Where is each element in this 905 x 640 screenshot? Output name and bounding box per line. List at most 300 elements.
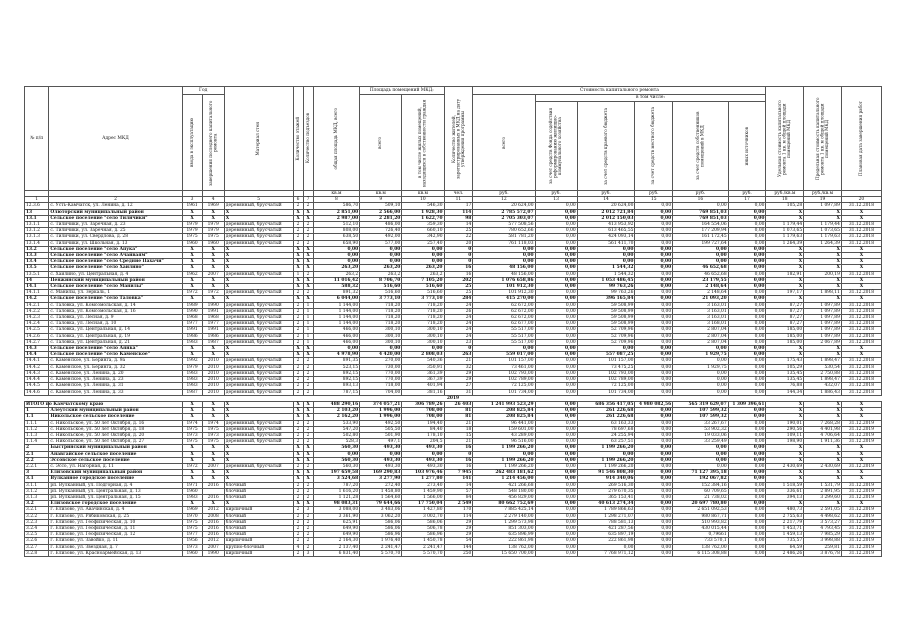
table-cell: 493,30 [360,445,402,451]
table-cell: 0,00 [535,439,577,445]
table-cell: 548 180,00 [473,488,535,494]
col-area-total-header: всего [360,95,402,191]
table-cell: X [766,414,804,420]
table-cell: 1 898,47 [804,358,842,364]
table-cell: 0,00 [313,346,360,352]
table-cell: 0,00 [360,246,402,252]
table-cell: 185,00 [766,327,804,333]
table-cell: X [202,470,224,476]
table-cell: X [841,451,881,457]
table-cell: 263,2 [360,271,402,277]
table-cell: 91 546 808,30 [577,470,635,476]
table-cell: 0,00 [635,488,673,494]
table-cell: 0,00 [535,364,577,370]
table-cell: 2 [293,532,303,538]
table-cell: X [804,215,842,221]
table-cell: 1 898,47 [804,377,842,383]
table-cell: 7 885 425,14 [473,507,535,513]
table-cell: 3 062,20 [360,513,402,519]
table-cell: 20 [444,240,473,246]
table-cell: 52 709,96 [577,339,635,345]
table-cell: 53 902,32 [673,426,729,432]
table-cell: рп. Вулканный, ул. Центральная, д. 15 [49,494,182,500]
table-cell: 577 508,56 [473,222,535,228]
table-cell: 586,06 [402,519,444,525]
table-cell: 0,00 [728,215,766,221]
table-cell: 0,00 [673,451,729,457]
table-cell: 13.1.3 [25,234,49,240]
table-cell: X [841,470,881,476]
table-cell: X [224,277,293,283]
table-cell: 0,00 [535,476,577,482]
table-cell: 1991 [202,308,224,314]
table-cell: 761 118,03 [473,240,535,246]
table-cell: 25 [444,228,473,234]
table-cell: 0,00 [728,308,766,314]
table-cell: 718,00 [360,383,402,389]
table-cell: 561 411,70 [577,240,635,246]
table-cell: X [202,259,224,265]
table-cell: 192 067,82 [673,476,729,482]
table-cell: деревянный, брусчатый [224,389,293,395]
table-cell: 0,00 [535,544,577,550]
table-cell: 16 [444,457,473,463]
table-cell: Никольское сельское поселение [49,414,182,420]
table-cell: 14.2 [25,296,49,302]
table-cell: X [293,451,303,457]
table-cell: 1990 [202,302,224,308]
table-cell: 581 781,20 [473,234,535,240]
table-cell: X [766,470,804,476]
table-cell: 2 [293,482,303,488]
table-cell: X [293,265,303,271]
table-cell: 735,57 [766,538,804,544]
table-cell: X [293,209,303,215]
table-cell: X [224,476,293,482]
table-cell: 0,00 [728,321,766,327]
table-cell: 263,20 [402,265,444,271]
table-cell: 135,45 [766,370,804,376]
table-cell: 59 508,99 [577,315,635,321]
table-cell: 99 763,26 [577,290,635,296]
table-cell: 0,00 [473,253,535,259]
table-cell: 0,00 [635,445,673,451]
table-cell: 31.12.2018 [841,321,881,327]
table-cell: X [224,246,293,252]
table-cell: 0,00 [635,482,673,488]
table-cell: 15 650 700,00 [473,550,535,556]
table-cell: 718,20 [360,315,402,321]
table-cell: X [224,296,293,302]
table-cell: X [182,476,202,482]
table-cell: 560,30 [313,445,360,451]
table-cell: 1 531,79 [804,482,842,488]
table-cell: 19 033,06 [673,432,729,438]
table-cell: X [804,253,842,259]
table-cell: деревянный, брусчатый [224,426,293,432]
table-cell: X [766,352,804,358]
column-number: 20 [841,197,881,203]
table-cell: 586,06 [360,519,402,525]
table-cell: X [293,246,303,252]
table-cell: 46 652,68 [673,265,729,271]
col-address-header: Адрес МКД [49,87,182,191]
table-cell: X [182,414,202,420]
table-cell: 730,00 [360,364,402,370]
table-cell: 493,30 [360,457,402,463]
table-cell: X [293,401,303,407]
table-cell: 0,00 [535,538,577,544]
table-cell: X [224,265,293,271]
table-cell: 2 217,79 [766,519,804,525]
table-cell: с. Тиличики, ул. Свердлова, д. 28 [49,234,182,240]
table-cell: 1 [303,308,313,314]
table-cell: 13.5.1 [25,271,49,277]
table-cell: 0,00 [535,333,577,339]
table-cell: X [202,209,224,215]
table-cell: 466,00 [313,327,360,333]
table-cell: 101 157,00 [473,358,535,364]
table-cell: X [766,253,804,259]
table-cell: 0,00 [535,401,577,407]
table-cell: 1960 [182,488,202,494]
table-cell: X [202,352,224,358]
table-cell: 649,90 [313,525,360,531]
table-cell: 0,00 [313,259,360,265]
table-cell: с. Тиличики, ул. Заречная, д. 25 [49,228,182,234]
table-cell: 0,00 [673,246,729,252]
table-cell: 0,00 [728,513,766,519]
table-cell: 3 483,06 [360,507,402,513]
table-cell: 0,00 [535,426,577,432]
table-cell: 0 [444,246,473,252]
table-cell: 0,00 [728,277,766,283]
table-cell: 2 [293,550,303,556]
table-cell: 1973 [182,432,202,438]
table-cell: 208 825,84 [473,414,535,420]
table-cell: 1992 [182,358,202,364]
table-cell: 1 097,89 [804,327,842,333]
table-cell: 2 241,47 [360,544,402,550]
table-cell: 1956 [182,538,202,544]
table-cell: 516,60 [402,284,444,290]
table-cell: 523,15 [313,364,360,370]
table-cell: 1 789 866,63 [577,507,635,513]
table-cell: 279 670,35 [577,488,635,494]
table-cell: 2 [25,445,49,451]
table-cell: деревянный, брусчатый [224,439,293,445]
table-cell: 3 361,90 [313,513,360,519]
table-cell: 1 264,39 [804,240,842,246]
table-cell: 2007 [202,271,224,277]
table-cell: X [841,253,881,259]
table-cell: X [766,451,804,457]
table-cell: 102 793,00 [473,370,535,376]
table-cell: 0,00 [402,246,444,252]
table-cell: 0,00 [635,377,673,383]
table-cell: блочный [224,525,293,531]
table-cell: 81 [444,414,473,420]
column-number: 9 [360,197,402,203]
table-cell: 14 [25,277,49,283]
table-cell: 0,00 [728,519,766,525]
table-cell: 0,00 [360,253,402,259]
table-cell: 4 [293,544,303,550]
table-cell: X [224,451,293,457]
table-cell: 0,00 [535,383,577,389]
table-cell: 0,00 [535,408,577,414]
table-cell: 1 544,32 [577,265,635,271]
table-cell: X [841,352,881,358]
table-cell: 2 [293,302,303,308]
table-cell: X [804,414,842,420]
table-cell: 2 [293,333,303,339]
table-cell: 20 697 780,80 [673,501,729,507]
table-cell: 0,00 [728,525,766,531]
table-cell: 0,00 [535,550,577,556]
table-cell: 6 831,40 [313,550,360,556]
table-cell: рп. Вулканный, ул. Подгорная, д. 4 [49,482,182,488]
table-cell: X [182,445,202,451]
table-cell: 3 876,78 [804,550,842,556]
table-header [25,87,882,203]
table-cell: 0,00 [535,222,577,228]
table-cell: 84,40 [402,426,444,432]
table-cell: 1974 [182,420,202,426]
table-cell: 0 [444,346,473,352]
table-cell: 73 475,25 [577,364,635,370]
table-cell: 26 [444,308,473,314]
table-cell: X [293,284,303,290]
table-cell: 424 093,14 [577,234,635,240]
table-cell: 1975 [182,519,202,525]
table-cell: 530,54 [804,364,842,370]
table-cell: 13.1.4 [25,240,49,246]
table-cell: 1975 [202,426,224,432]
table-cell: 0,00 [728,370,766,376]
table-cell: деревянный, брусчатый [224,333,293,339]
table-cell: 2 [293,240,303,246]
table-cell: с. Таловка, ул. Центральная, д. 21 [49,339,182,345]
table-cell: 0,00 [635,525,673,531]
table-cell: 0,00 [673,383,729,389]
table-cell: 2 279 140,00 [473,513,535,519]
column-number: 12 [473,197,535,203]
table-cell: X [766,277,804,283]
table-cell: 1973 [202,432,224,438]
table-cell: X [202,451,224,457]
table-body-part2 [25,401,882,556]
table-cell: 1983 [182,339,202,345]
table-cell: 0,00 [673,253,729,259]
table-cell: X [804,352,842,358]
table-cell: 1975 [202,234,224,240]
table-cell: 0,00 [535,253,577,259]
table-cell: 199 727,64 [673,240,729,246]
table-cell: 586,70 [313,203,360,209]
table-cell: 290,56 [766,426,804,432]
table-cell: с. Усть-Камчатск, ул. Ленина, д. 12 [49,203,182,209]
table-cell: г. Елизово, ул. Геофизическая, д. 12 [49,532,182,538]
table-cell: X [766,445,804,451]
table-cell: 182,91 [766,271,804,277]
table-cell: 547,20 [313,426,360,432]
table-cell: 2 [293,339,303,345]
table-cell: 0,00 [360,346,402,352]
table-cell: 98 083,31 [313,501,360,507]
table-cell: X [804,246,842,252]
table-cell: X [182,253,202,259]
table-cell: 31.12.2018 [841,377,881,383]
table-cell: 2 651 092,53 [673,507,729,513]
col-area-group: Площадь помещений МКД: [360,87,444,95]
table-cell: 306 789,26 [402,401,444,407]
table-cell: 84 [444,494,473,500]
table-cell: 1 144,00 [313,315,360,321]
table-cell: 0,00 [535,501,577,507]
table-cell: 31.12.2018 [841,302,881,308]
table-cell: 0,00 [728,327,766,333]
table-cell: 891,32 [313,290,360,296]
table-cell: X [303,414,313,420]
table-cell: 0,00 [635,463,673,469]
table-cell: 13.1.1 [25,222,49,228]
table-cell: 808,00 [313,228,360,234]
table-cell: 2 [293,383,303,389]
table-cell: с. Таловка, ул. Лесная, д. 9 [49,315,182,321]
table-cell: X [202,457,224,463]
table-cell: 24 [444,321,473,327]
table-cell: X [293,352,303,358]
table-cell: 81 [444,408,473,414]
table-cell: 169 290,83 [360,470,402,476]
table-cell: 361,39 [402,370,444,376]
table-cell: 658,90 [313,240,360,246]
column-number: 8 [313,197,360,203]
table-cell: 1 929,75 [673,364,729,370]
table-cell: с. Каменское, ул. Ленина, д. 20 [49,370,182,376]
table-cell: 62 672,00 [473,315,535,321]
table-cell: 493,30 [402,445,444,451]
table-cell: 0,00 [535,519,577,525]
table-cell: 0,00 [728,253,766,259]
table-cell: 560,30 [313,463,360,469]
table-cell: 718,20 [360,302,402,308]
table-cell: 17 [444,203,473,209]
table-cell: 0,00 [535,346,577,352]
table-cell: Сельское поселение "село Таловка" [49,296,182,302]
table-cell: 336,61 [766,488,804,494]
table-cell: 0,00 [635,501,673,507]
table-cell: 0,00 [728,315,766,321]
table-cell: X [303,451,313,457]
table-cell: 263 [444,352,473,358]
table-cell: 103 976,46 [402,470,444,476]
table-cell: X [224,408,293,414]
table-cell: деревянный, брусчатый [224,420,293,426]
table-cell: 13.3 [25,253,49,259]
table-cell: 1974 [202,420,224,426]
col-other-header: иных источников [728,102,766,191]
table-cell: 57 [444,488,473,494]
table-cell: 1960 [202,240,224,246]
column-number: 18 [766,197,804,203]
table-cell: 0,00 [728,420,766,426]
table-cell: 0,00 [728,333,766,339]
table-cell: 16 [444,271,473,277]
table-cell: 480,73 [766,507,804,513]
table-cell: 1 928,30 [402,209,444,215]
table-cell: 1979 [202,228,224,234]
table-cell: 1977 [202,321,224,327]
table-cell: 891,35 [313,358,360,364]
table-cell: X [766,408,804,414]
table-cell: 1 976,40 [360,538,402,544]
table-cell: X [841,401,881,407]
table-cell: 114 [444,209,473,215]
table-cell: 1960 [182,240,202,246]
table-cell: деревянный, брусчатый [224,315,293,321]
table-cell: 14.4.2 [25,364,49,370]
table-cell: 1971 [182,482,202,488]
table-cell: 367,39 [402,377,444,383]
table-cell: ИТОГО по Камчатскому краю [26,401,104,407]
table-cell: Вулканное городское поселение [49,476,182,482]
table-cell: 54 [444,538,473,544]
table-cell: 0,00 [728,494,766,500]
table-cell: 4 498,62 [804,513,842,519]
table-cell: 396 165,84 [577,296,635,302]
table-cell: 0,00 [635,302,673,308]
table-cell: деревянный, брусчатый [224,377,293,383]
table-cell: Алеутский муниципальный район [49,408,182,414]
table-cell: 1983 [182,383,202,389]
table-cell: 14.2.3 [25,315,49,321]
table-cell: 14.4.5 [25,383,49,389]
table-cell: 708,00 [402,408,444,414]
table-cell: 0,00 [635,370,673,376]
col-walls-header: Материал стен [224,87,293,191]
table-cell: 0,00 [635,494,673,500]
table-cell: 0,00 [535,234,577,240]
table-cell: 62 672,00 [473,308,535,314]
table-cell: Сельское поселение "село Манилы" [49,284,182,290]
table-cell: 78 697,68 [577,426,635,432]
table-cell: с. Хаилино, ул. Центральная, д. 4 [49,271,182,277]
table-cell: 1961 [182,203,202,209]
table-cell: 79 644,66 [360,501,402,507]
table-cell: 13.4 [25,259,49,265]
table-cell: 135,45 [766,377,804,383]
table-cell: 0,00 [473,246,535,252]
table-cell: 0,00 [635,432,673,438]
table-cell: 32 [444,364,473,370]
table-cell: 502,80 [313,432,360,438]
table-cell: 0,00 [535,209,577,215]
table-cell: X [766,259,804,265]
table-cell: деревянный, брусчатый [224,302,293,308]
table-cell: 2.1 [25,451,49,457]
table-cell: 3 088,00 [313,507,360,513]
table-cell: X [303,408,313,414]
table-cell: 2 [293,426,303,432]
table-cell: X [303,209,313,215]
table-cell: 2016 [202,494,224,500]
table-cell: с. Никольское, ул. 50 лет Октября, д. 20 [49,432,182,438]
table-cell: X [303,501,313,507]
table-cell: 0,00 [535,482,577,488]
table-cell: с. Манилы, ул. Зеркаль, 1 [49,290,182,296]
